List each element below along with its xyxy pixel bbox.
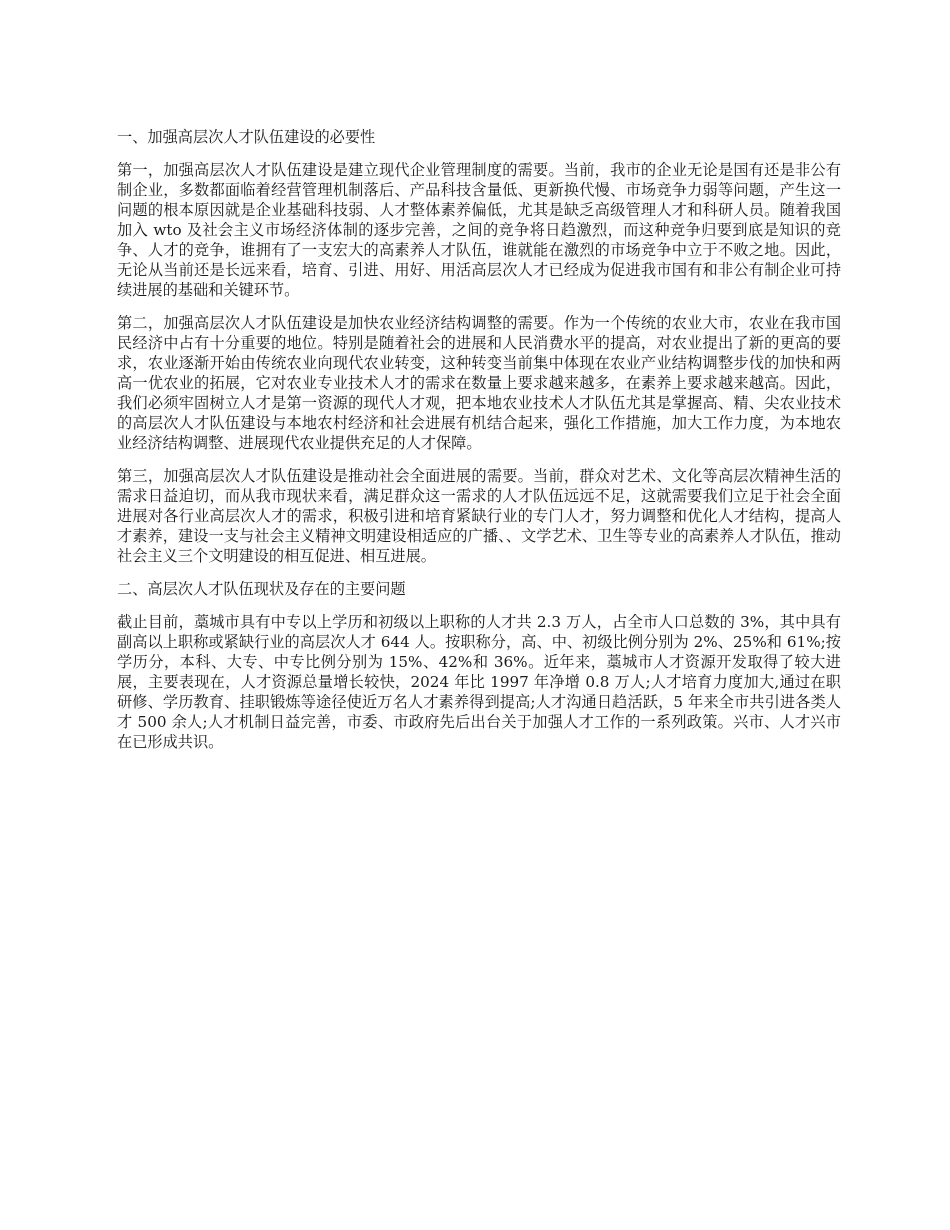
paragraph-2: 第二，加强高层次人才队伍建设是加快农业经济结构调整的需要。作为一个传统的农业大市，农业在我市国民经济中占有十分重要的地位。特别是随着社会的进展和人民消费水平的提高，对农业提出了新的更高的要求，农业逐渐开始由传统农业向现代农业转变，这种转变当前集中体现在农业产业结构调整步伐的加快和两高一优农业的拓展，它对农业专业技术人才的需求在数量上要求越来越多，在素养上要求越来越高。因此，我们必须牢固树立人才是第一资源的现代人才观，把本地农业技术人才队伍尤其是掌握高、精、尖农业技术的高层次人才队伍建设与本地农村经济和社会进展有机结合起来，强化工作措施，加大工作力度，为本地农业经济结构调整、进展现代农业提供充足的人才保障。 xyxy=(117,314,841,452)
section-heading-1: 一、加强高层次人才队伍建设的必要性 xyxy=(117,128,376,146)
paragraph-3: 第三，加强高层次人才队伍建设是推动社会全面进展的需要。当前，群众对艺术、文化等高层次精神生活的需求日益迫切，而从我市现状来看，满足群众这一需求的人才队伍远远不足，这就需要我们立足于社会全面进展对各行业高层次人才的需求，积极引进和培育紧缺行业的专门人才，努力调整和优化人才结构，提高人才素养，建设一支与社会主义精神文明建设相适应的广播、、文学艺术、卫生等专业的高素养人才队伍，推动社会主义三个文明建设的相互促进、相互进展。 xyxy=(117,467,841,565)
paragraph-1: 第一，加强高层次人才队伍建设是建立现代企业管理制度的需要。当前，我市的企业无论是国有还是非公有制企业，多数都面临着经营管理机制落后、产品科技含量低、更新换代慢、市场竞争力弱等问题，产生这一问题的根本原因就是企业基础科技弱、人才整体素养偏低，尤其是缺乏高级管理人才和科研人员。随着我国加入 wto 及社会主义市场经济体制的逐步完善，之间的竞争将日趋激烈，而这种竞争归要到底是知识的竞争、人才的竞争，谁拥有了一支宏大的高素养人才队伍，谁就能在激烈的市场竞争中立于不败之地。因此，无论从当前还是长远来看，培育、引进、用好、用活高层次人才已经成为促进我市国有和非公有制企业可持续进展的基础和关键环节。 xyxy=(117,161,841,299)
paragraph-4: 截止目前，藁城市具有中专以上学历和初级以上职称的人才共 2.3 万人，占全市人口总数的 3%，其中具有副高以上职称或紧缺行业的高层次人才 644 人。按职称分，高、中、初级比例分别为 2%、25%和 61%;按学历分，本科、大专、中专比例分别为 15%、42%和 36%。近年来，藁城市人才资源开发取得了较大进展，主要表现在，人才资源总量增长较快，2024 年比 1997 年净增 0.8 万人;人才培育力度加大,通过在职研修、学历教育、挂职锻炼等途径使近万名人才素养得到提高;人才沟通日趋活跃，5 年来全市共引进各类人才 500 余人;人才机制日益完善，市委、市政府先后出台关于加强人才工作的一系列政策。兴市、人才兴市在已形成共识。 xyxy=(117,613,841,751)
section-heading-2: 二、高层次人才队伍现状及存在的主要问题 xyxy=(117,580,406,598)
document-page xyxy=(117,127,841,765)
